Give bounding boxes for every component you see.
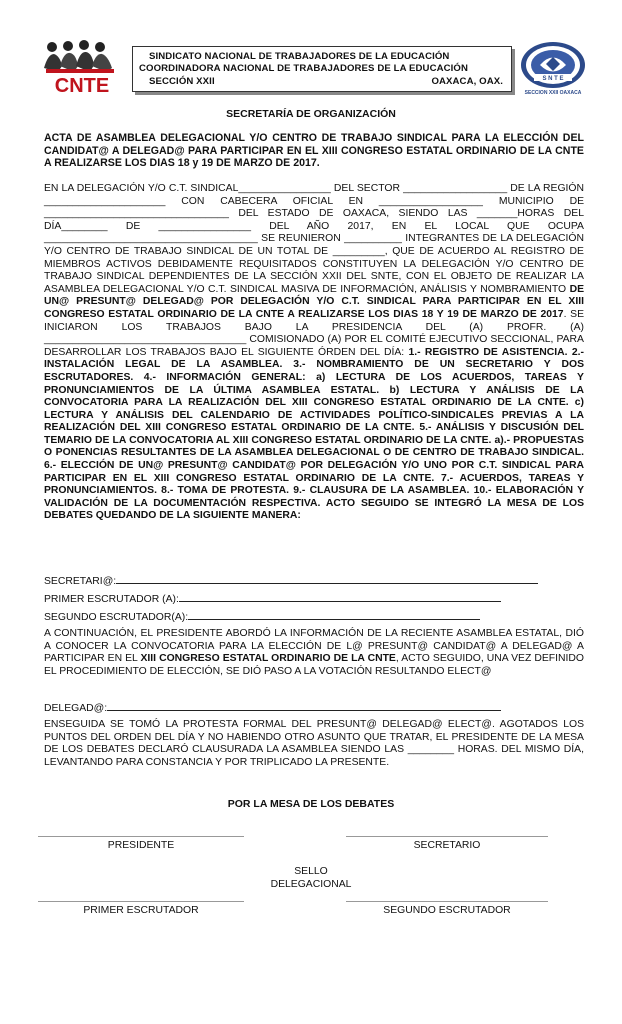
delegational-stamp-label [0, 865, 622, 891]
header-title-box [132, 46, 512, 92]
segundo-escrutador-sig-label: SEGUNDO ESCRUTADOR [383, 905, 511, 916]
svg-text:CNTE: CNTE [54, 75, 110, 96]
header-line-1: SINDICATO NACIONAL DE TRABAJADORES DE LA EDUCACIÓN [149, 51, 450, 62]
segundo-escrutador-field[interactable] [44, 609, 480, 623]
delegado-blank[interactable] [107, 700, 501, 711]
svg-text:S N T E: S N T E [542, 76, 564, 82]
presidente-signature-line[interactable] [38, 836, 244, 837]
document-title: ACTA DE ASAMBLEA DELEGACIONAL Y/O CENTRO DE TRABAJO SINDICAL PARA LA ELECCIÓN DEL CANDIDAT@ A DELEGAD@ PARA PARTICIPAR EN EL XIII CONGRESO ESTATAL ORDINARIO DE LA CNTE A REALIZARSE LOS DIAS 18 y 19 DE MARZO DE 2017. [44, 132, 584, 169]
election-paragraph-end: , ACTO SEGUIDO, UNA VEZ DEFINIDO EL PROCEDIMIENTO DE ELECCIÓN, SE DIÓ PASO A LA VOTACIÓN RESULTANDO ELECT@ [44, 653, 584, 677]
act-body-purpose: DE UN@ PRESUNT@ DELEGAD@ POR DELEGACIÓN Y/O C.T. SINDICAL PARA PARTICIPAR EN EL XIII CONGRESO ESTATAL ORDINARIO DE LA CNTE A REALIZARSE LOS DIAS 18 Y 19 DE MARZO DE 2017 [44, 283, 584, 320]
section-heading: SECRETARÍA DE ORGANIZACIÓN [226, 108, 396, 120]
primer-escrutador-blank[interactable] [179, 591, 501, 602]
primer-escrutador-sig-label: PRIMER ESCRUTADOR [83, 905, 199, 916]
segundo-escrutador-blank[interactable] [188, 609, 480, 620]
snte-seal-logo [518, 40, 588, 98]
presidente-label: PRESIDENTE [107, 840, 175, 851]
secretario-blank[interactable] [116, 573, 538, 584]
closing-paragraph: ENSEGUIDA SE TOMÓ LA PROTESTA FORMAL DEL PRESUNT@ DELEGAD@ ELECT@. AGOTADOS LOS PUNTOS DEL ORDEN DEL DÍA Y NO HABIENDO OTRO ASUNTO QUE TRATAR, EL PRESIDENTE DE LA MESA DE LOS DEBATES DECLARÓ CLAUSURADA LA ASAMBLEA SIENDO LAS ________ HORAS. DEL MISMO DÍA, LEVANTANDO PARA CONSTANCIA Y POR TRIPLICADO LA PRESENTE. [44, 719, 584, 768]
header-city: OAXACA, OAX. [431, 76, 503, 87]
secretario-label: SECRETARI@: [44, 576, 117, 587]
act-body [44, 183, 584, 523]
primer-escrutador-label: PRIMER ESCRUTADOR (A): [44, 594, 179, 605]
sello-line-2: DELEGACIONAL [270, 879, 352, 890]
document-header [40, 38, 588, 100]
header-section: SECCIÓN XXII [149, 76, 215, 87]
election-paragraph [44, 628, 584, 678]
primer-escrutador-signature-line[interactable] [38, 901, 244, 902]
election-congress-name: XIII CONGRESO ESTATAL ORDINARIO DE LA CNTE [140, 653, 396, 665]
act-body-agenda: 1.- REGISTRO DE ASISTENCIA. 2.- INSTALACIÓN LEGAL DE LA ASAMBLEA. 3.- NOMBRAMIENTO DE UN SECRETARIO Y DOS ESCRUTADORES. 4.- INFORMACIÓN GENERAL: a) LECTURA DE LOS ACUERDOS, TAREAS Y PRONUNCIAMIENTOS DE LA ÚLTIMA ASAMBLEA ESTATAL. b) LECTURA Y ANÁLISIS DE LA CONVOCATORIA PARA LA REALIZACIÓN DEL XIII CONGRESO ESTATAL ORDINARIO DE LA CNTE. c) LECTURA Y ANÁLISIS DEL CALENDARIO DE ACTIVIDADES POLÍTICO-SINDICALES PREVIAS A LA REALIZACIÓN DEL XIII CONGRESO ESTATAL ORDINARIO DE LA CNTE. 5.- ANÁLISIS Y DISCUSIÓN DEL TEMARIO DE LA CONVOCATORIA AL XIII CONGRESO ESTATAL ORDINARIO DE LA CNTE. a).- PROPUESTAS O PONENCIAS RESULTANTES DE LA ASAMBLEA DELEGACIONAL O DE CENTRO DE TRABAJO SINDICAL. 6.- ELECCIÓN DE UN@ PRESUNT@ CANDIDAT@ POR DELEGACIÓN Y/O UNO POR C.T. SINDICAL PARA PARTICIPAR EN EL XIII CONGRESO ESTATAL ORDINARIO DE LA CNTE. 7.- ACUERDOS, TAREAS Y PRONUNCIAMIENTOS. 8.- TOMA DE PROTESTA. 9.- CLAUSURA DE LA ASAMBLEA. 10.- ELABORACIÓN Y VALIDACIÓN DE LA DOCUMENTACIÓN RESPECTIVA. ACTO SEGUIDO SE INTEGRÓ LA MESA DE LOS DEBATES QUEDANDO DE LA SIGUIENTE MANERA: [44, 346, 584, 522]
delegado-field[interactable] [44, 700, 501, 714]
act-body-intro: EN LA DELEGACIÓN Y/O C.T. SINDICAL________________ DEL SECTOR __________________ DE LA REGIÓN _____________________ CON CABECERA OFICIAL EN __________________ MUNICIPIO DE ________________________________ DEL ESTADO DE OAXACA, SIENDO LAS _______HORAS DEL DÍA________ DE ________________ DEL AÑO 2017, EN EL LOCAL QUE OCUPA _____________________________________ SE REUNIERON __________ INTEGRANTES DE LA DELEGACIÓN Y/O CENTRO DE TRABAJO SINDICAL DE UN TOTAL DE _________, QUE DE ACUERDO AL REGISTRO DE MIEMBROS ACTIVOS DEBIDAMENTE REQUISITADOS CONSTITUYEN LA DELEGACIÓN Y/O CENTRO DE TRABAJO SINDICAL DEPENDIENTES DE LA SECCIÓN XXII DEL SNTE, CON EL OBJETO DE REALIZAR LA ASAMBLEA DELEGACIONAL Y/O C.T. SINDICAL MASIVA DE INFORMACIÓN, ANÁLISIS Y NOMBRAMIENTO [44, 183, 584, 295]
election-paragraph-start: A CONTINUACIÓN, EL PRESIDENTE ABORDÓ LA INFORMACIÓN DE LA RECIENTE ASAMBLEA ESTATAL, DIÓ A CONOCER LA CONVOCATORIA PARA LA ELECCIÓN DE L@ PRESUNT@ CANDIDAT@ A DELEGAD@ A PARTICIPAR EN EL [44, 628, 584, 665]
primer-escrutador-field[interactable] [44, 591, 501, 605]
secretario-signature-line[interactable] [346, 836, 548, 837]
sello-line-1: SELLO [294, 866, 328, 877]
debate-table-heading: POR LA MESA DE LOS DEBATES [227, 798, 395, 810]
secretario-sig-label: SECRETARIO [413, 840, 481, 851]
header-line-2: COORDINADORA NACIONAL DE TRABAJADORES DE LA EDUCACIÓN [139, 63, 469, 74]
svg-text:SECCION XXII OAXACA: SECCION XXII OAXACA [524, 90, 582, 96]
segundo-escrutador-signature-line[interactable] [346, 901, 548, 902]
segundo-escrutador-label: SEGUNDO ESCRUTADOR(A): [44, 612, 189, 623]
secretario-field[interactable] [44, 573, 538, 587]
cnte-logo [40, 38, 124, 96]
delegado-label: DELEGAD@: [44, 703, 108, 714]
act-body-presidency: . SE INICIARON LOS TRABAJOS BAJO LA PRESIDENCIA DEL (A) PROFR. (A) ___________________________________ COMISIONADO (A) POR EL COMITÉ EJECUTIVO SECCIONAL, PARA DESARROLLAR LOS TRABAJOS BAJO EL SIGUIENTE ÓRDEN DEL DÍA: [44, 308, 585, 358]
